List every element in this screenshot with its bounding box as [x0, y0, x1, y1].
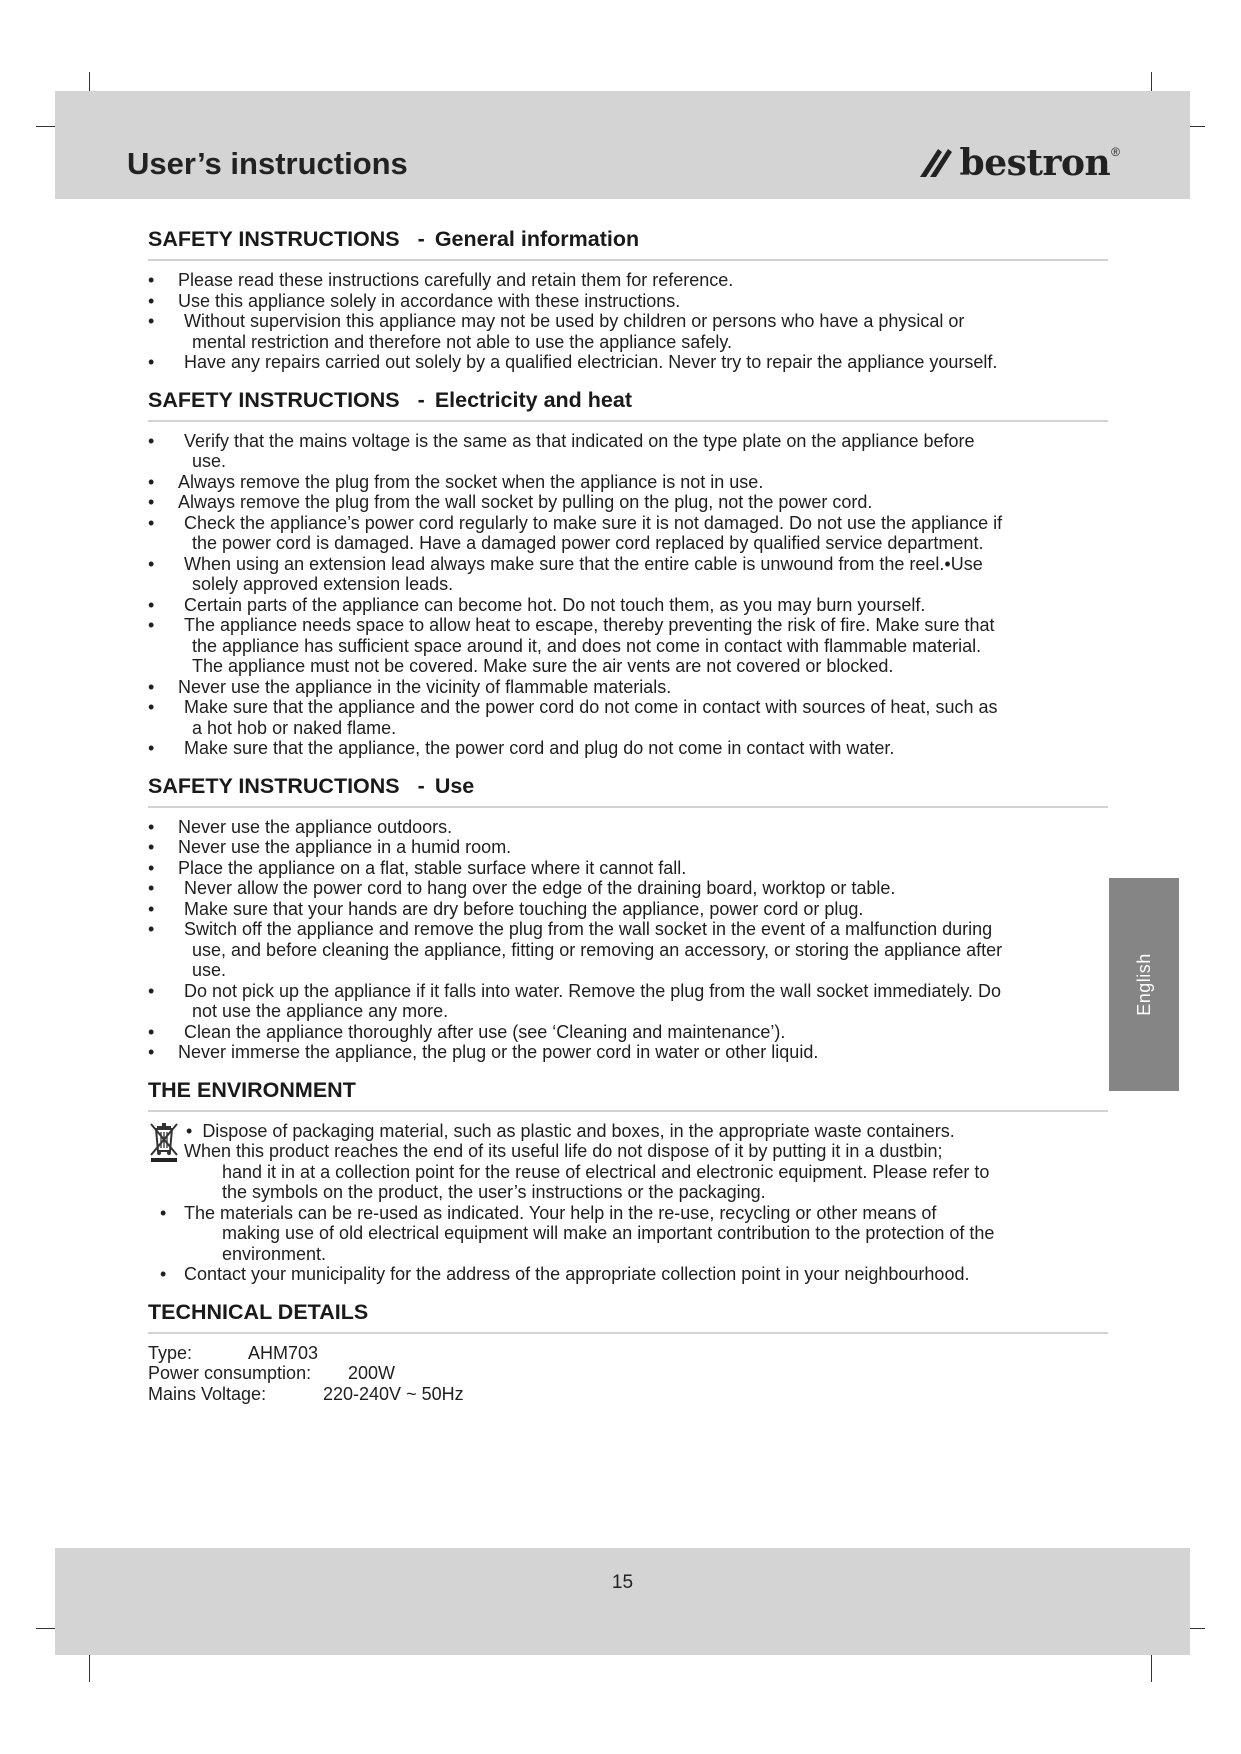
list-item — [148, 472, 1108, 493]
bullet-list — [148, 431, 1108, 759]
tech-label: Power consumption: — [148, 1363, 312, 1383]
list-item-text: Never use the appliance outdoors. — [178, 816, 453, 837]
list-item — [148, 431, 1108, 472]
list-item-text: Certain parts of the appliance can become hot. Do not touch them, as you may burn yourself. — [184, 594, 926, 615]
section-general-information — [148, 226, 1108, 373]
list-item-text: Have any repairs carried out solely by a qualified electrician. Never try to repair the appliance yourself. — [184, 352, 998, 372]
list-item-text: The appliance needs space to allow heat to escape, thereby preventing the risk of fire. Make sure that — [184, 615, 995, 635]
list-item-text: Never use the appliance in the vicinity of flammable materials. — [178, 676, 672, 697]
list-item — [148, 817, 1108, 838]
section-title — [148, 226, 1108, 261]
brand-registered-mark: ® — [1111, 145, 1120, 159]
list-item — [148, 615, 1108, 677]
list-item-text: Always remove the plug from the wall socket by pulling on the plug, not the power cord. — [178, 492, 873, 512]
list-item — [148, 595, 1108, 616]
list-item-text: Please read these instructions carefully and retain them for reference. — [178, 270, 734, 290]
tech-row-type — [148, 1343, 1108, 1364]
list-item-text: Never use the appliance in a humid room. — [178, 837, 512, 857]
list-item — [148, 858, 1108, 879]
tech-label: Mains Voltage: — [148, 1383, 267, 1404]
tech-row-power — [148, 1363, 1108, 1384]
environment-text-line: Dispose of packaging material, such as plastic and boxes, in the appropriate waste containers. — [202, 1120, 955, 1141]
list-item-text-cont: the power cord is damaged. Have a damaged power cord replaced by qualified service department. — [192, 533, 984, 553]
tech-row-voltage — [148, 1384, 1108, 1405]
section-subtitle: General information — [434, 227, 640, 251]
list-item — [148, 837, 1108, 858]
header-band — [55, 91, 1190, 199]
list-item — [148, 513, 1108, 554]
list-item — [148, 352, 1108, 373]
environment-text-line: hand it in at a collection point for the reuse of electrical and electronic equipment. Please refer to — [222, 1161, 990, 1182]
section-title-separator: - — [417, 227, 425, 251]
tech-value: AHM703 — [248, 1342, 319, 1363]
section-technical-details — [148, 1299, 1108, 1405]
language-tab-label: English — [1133, 953, 1154, 1016]
environment-line — [148, 1121, 1108, 1142]
weee-crossed-bin-icon — [148, 1121, 180, 1163]
section-title-main: SAFETY INSTRUCTIONS — [148, 387, 400, 412]
list-item-text-cont: the appliance has sufficient space around it, and does not come in contact with flammable material. — [192, 635, 982, 656]
tech-label: Type: — [148, 1342, 193, 1363]
list-item-text: Do not pick up the appliance if it falls into water. Remove the plug from the wall socket immediately. Do — [184, 980, 1002, 1001]
list-item-text: Never allow the power cord to hang over the edge of the draining board, worktop or table. — [184, 878, 896, 898]
section-title-separator: - — [417, 773, 425, 798]
list-item-text-cont: The appliance must not be covered. Make sure the air vents are not covered or blocked. — [192, 656, 894, 676]
list-item-text: When using an extension lead always make sure that the entire cable is unwound from the reel.•Use — [184, 553, 983, 574]
section-title — [148, 387, 1108, 422]
environment-text-line: When this product reaches the end of its useful life do not dispose of it by putting it in a dustbin; — [184, 1141, 943, 1161]
section-title-separator: - — [417, 387, 425, 412]
bullet-list — [148, 270, 1108, 373]
list-item-text-cont: not use the appliance any more. — [192, 1001, 449, 1021]
list-item-text-cont: use. — [192, 451, 227, 471]
environment-text-line: making use of old electrical equipment will make an important contribution to the protection of the — [222, 1223, 995, 1243]
bullet-glyph: • — [186, 1120, 193, 1141]
list-item-text-cont: mental restriction and therefore not able to use the appliance safely. — [192, 331, 732, 352]
list-item-text-cont: a hot hob or naked flame. — [192, 717, 397, 738]
list-item-text: Make sure that the appliance, the power cord and plug do not come in contact with water. — [184, 738, 895, 758]
list-item-text: Make sure that the appliance and the power cord do not come in contact with sources of heat, such as — [184, 697, 998, 717]
footer-band — [55, 1548, 1190, 1655]
environment-text-line: The materials can be re-used as indicated. Your help in the re-use, recycling or other means of — [184, 1202, 937, 1223]
list-item — [148, 697, 1108, 738]
list-item — [148, 899, 1108, 920]
list-item — [148, 291, 1108, 312]
section-electricity-and-heat — [148, 387, 1108, 759]
list-item-text: Make sure that your hands are dry before touching the appliance, power cord or plug. — [184, 898, 864, 919]
environment-line — [148, 1162, 1108, 1183]
brand-name: bestron — [959, 142, 1111, 184]
list-item — [148, 919, 1108, 981]
main-content — [148, 226, 1108, 1418]
brand-logo — [916, 143, 1120, 183]
list-item-text: Use this appliance solely in accordance with these instructions. — [178, 290, 681, 311]
list-item-text-cont: solely approved extension leads. — [192, 574, 454, 594]
tech-value: 200W — [348, 1363, 396, 1383]
list-item-text: Switch off the appliance and remove the plug from the wall socket in the event of a malfunction during — [184, 919, 993, 939]
section-environment — [148, 1077, 1108, 1285]
section-title: TECHNICAL DETAILS — [148, 1299, 1108, 1334]
list-item — [148, 981, 1108, 1022]
section-subtitle: Electricity and heat — [434, 387, 632, 412]
language-tab — [1109, 878, 1179, 1091]
environment-line — [148, 1203, 1108, 1265]
environment-line — [148, 1264, 1108, 1285]
environment-text-line: the symbols on the product, the user’s instructions or the packaging. — [222, 1182, 766, 1202]
section-subtitle: Use — [434, 773, 475, 798]
environment-text — [148, 1121, 1108, 1285]
environment-line — [148, 1182, 1108, 1203]
list-item — [148, 492, 1108, 513]
list-item — [148, 1042, 1108, 1063]
section-use — [148, 773, 1108, 1063]
list-item-text-cont: use. — [192, 960, 227, 980]
tech-value: 220-240V ~ 50Hz — [323, 1383, 464, 1404]
list-item-text: Place the appliance on a flat, stable surface where it cannot fall. — [178, 857, 687, 878]
environment-line — [148, 1141, 1108, 1162]
page-number: 15 — [611, 1572, 634, 1593]
list-item-text: Never immerse the appliance, the plug or the power cord in water or other liquid. — [178, 1042, 819, 1062]
list-item-text: Without supervision this appliance may not be used by children or persons who have a physical or — [184, 311, 965, 331]
list-item-text: Check the appliance’s power cord regularly to make sure it is not damaged. Do not use the appliance if — [184, 512, 1003, 533]
list-item — [148, 554, 1108, 595]
environment-text-line: Contact your municipality for the address of the appropriate collection point in your neighbourhood. — [184, 1264, 970, 1284]
page-title: User’s instructions — [127, 146, 408, 181]
list-item — [148, 677, 1108, 698]
list-item-text-cont: use, and before cleaning the appliance, fitting or removing an accessory, or storing the appliance after — [192, 939, 1003, 960]
list-item-text: Verify that the mains voltage is the same as that indicated on the type plate on the appliance before — [184, 430, 975, 451]
list-item — [148, 311, 1108, 352]
environment-text-line: environment. — [222, 1243, 327, 1264]
list-item — [148, 1022, 1108, 1043]
section-title-main: SAFETY INSTRUCTIONS — [148, 227, 400, 251]
brand-chevron-icon — [916, 143, 954, 181]
section-title — [148, 773, 1108, 808]
section-title-main: SAFETY INSTRUCTIONS — [148, 773, 400, 798]
bullet-list — [148, 817, 1108, 1063]
list-item — [148, 878, 1108, 899]
list-item-text: Clean the appliance thoroughly after use (see ‘Cleaning and maintenance’). — [184, 1021, 786, 1042]
list-item — [148, 270, 1108, 291]
section-title: THE ENVIRONMENT — [148, 1077, 1108, 1112]
technical-details — [148, 1343, 1108, 1405]
list-item — [148, 738, 1108, 759]
list-item-text: Always remove the plug from the socket when the appliance is not in use. — [178, 471, 764, 492]
